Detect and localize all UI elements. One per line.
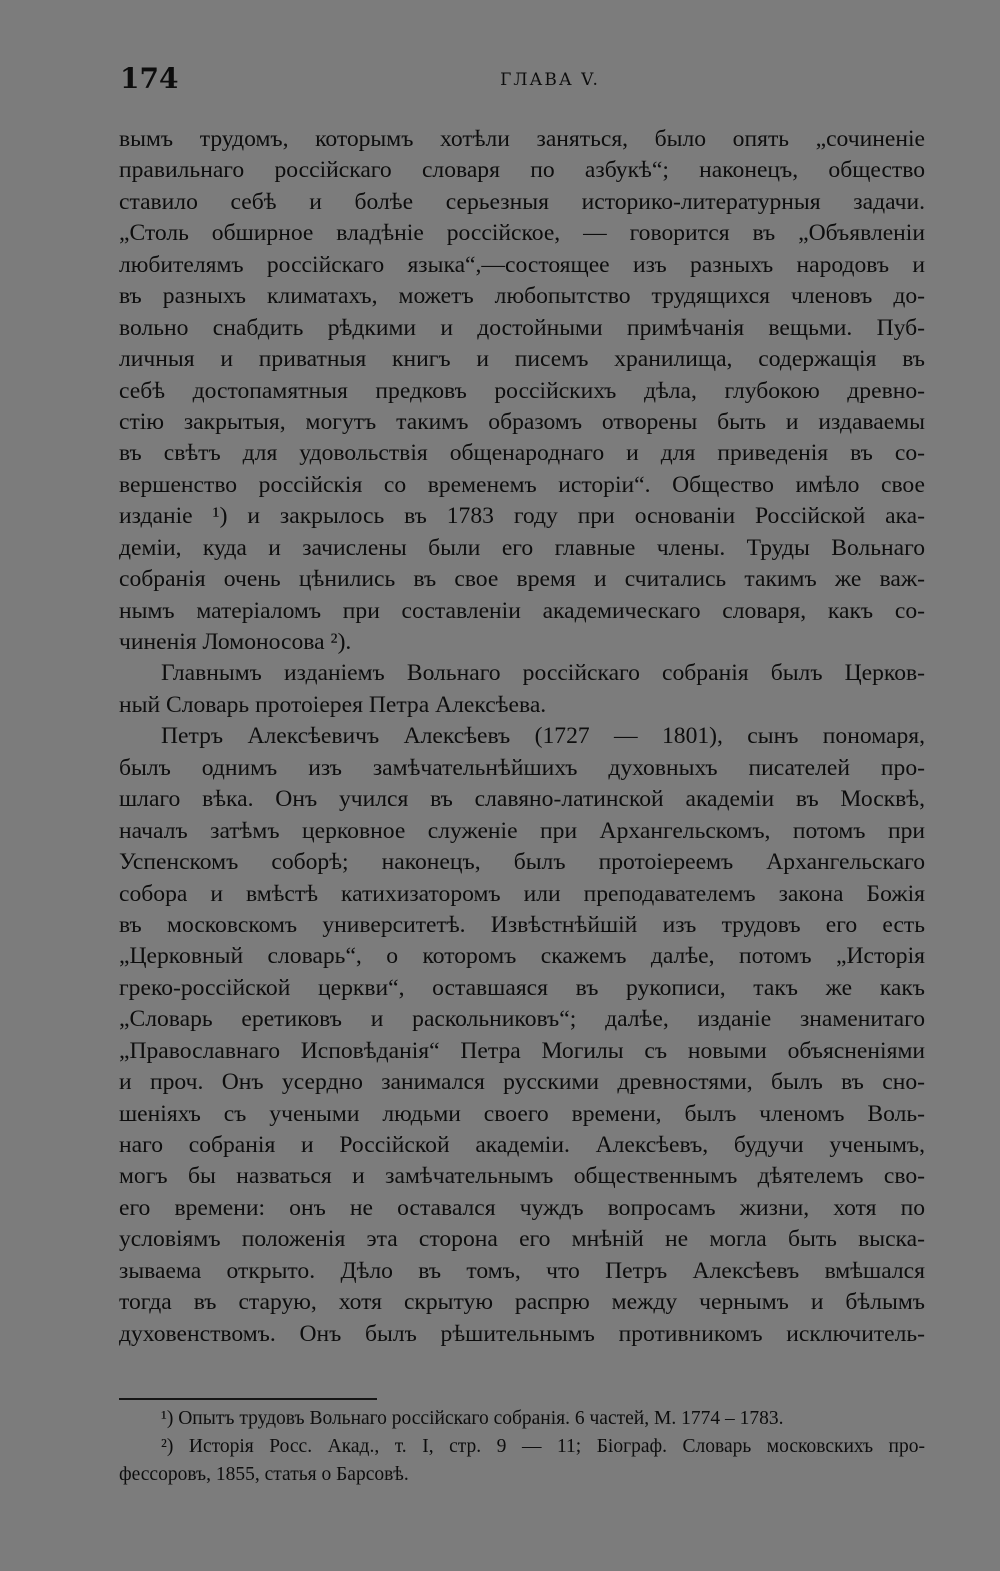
text-line: стію закрытыя, могутъ такимъ образомъ отворены быть и издаваемы: [119, 408, 925, 435]
text-line: чиненія Ломоносова ²).: [119, 629, 352, 655]
text-line: тогда въ старую, хотя скрытую распрю между чернымъ и бѣлымъ: [119, 1289, 925, 1316]
text-line: нымъ матеріаломъ при составленіи академическаго словаря, какъ со-: [119, 597, 925, 624]
text-line: „Православнаго Исповѣданія“ Петра Могилы съ новыми объясненіями: [119, 1037, 925, 1064]
footnote-2: ²) Исторія Росс. Акад., т. I, стр. 9 — 11; Біограф. Словарь московскихъ про-: [161, 1436, 925, 1457]
page-number: 174: [120, 62, 179, 95]
text-line: себѣ достопамятныя предковъ россійскихъ дѣла, глубокою древно-: [119, 377, 925, 404]
text-line: „Столь обширное владѣніе россійское, — говорится въ „Объявленіи: [119, 220, 925, 247]
text-line: началъ затѣмъ церковное служеніе при Архангельскомъ, потомъ при: [119, 817, 925, 844]
text-line: Петръ Алексѣевичъ Алексѣевъ (1727 — 1801), сынъ пономаря,: [161, 723, 925, 750]
text-line: наго собранія и Россійской академіи. Алексѣевъ, будучи ученымъ,: [119, 1132, 925, 1158]
text-line: въ разныхъ климатахъ, можетъ любопытство трудящихся членовъ до-: [119, 283, 925, 310]
text-line: зываема открыто. Дѣло въ томъ, что Петръ Алексѣевъ вмѣшался: [119, 1257, 925, 1284]
text-line: шлаго вѣка. Онъ учился въ славяно-латинской академіи въ Москвѣ,: [119, 786, 925, 813]
footnote-1: ¹) Опытъ трудовъ Вольнаго россійскаго собранія. 6 частей, М. 1774 – 1783.: [161, 1408, 784, 1429]
page-header: [120, 62, 920, 102]
text-line: вольно снабдить рѣдкими и достойными примѣчанія вещьми. Пуб-: [119, 314, 925, 341]
text-line: вымъ трудомъ, которымъ хотѣли заняться, было опять „сочиненіе: [119, 126, 925, 152]
text-line: „Церковный словарь“, о которомъ скажемъ далѣе, потомъ „Исторія: [119, 943, 925, 970]
text-line: его времени: онъ не оставался чуждъ вопросамъ жизни, хотя по: [119, 1194, 925, 1221]
text-line: греко-россійской церкви“, оставшаяся въ рукописи, такъ же какъ: [119, 974, 925, 1001]
text-line: правильнаго россійскаго словаря по азбукѣ“; наконецъ, общество: [119, 157, 925, 184]
running-head: ГЛАВА V.: [500, 70, 600, 90]
text-line: былъ однимъ изъ замѣчательнѣйшихъ духовныхъ писателей про-: [119, 754, 925, 781]
text-line: шеніяхъ съ учеными людьми своего времени, былъ членомъ Воль-: [119, 1100, 925, 1127]
text-line: ный Словарь протоіерея Петра Алексѣева.: [119, 691, 547, 718]
text-line: духовенствомъ. Онъ былъ рѣшительнымъ противникомъ исключитель-: [119, 1320, 925, 1347]
text-line: личныя и приватныя книгъ и писемъ хранилища, содержащія въ: [119, 346, 925, 373]
footnote-divider: [119, 1398, 377, 1400]
text-line: условіямъ положенія эта сторона его мнѣній не могла быть выска-: [119, 1226, 925, 1253]
text-line: собранія очень цѣнились въ свое время и считались такимъ же важ-: [119, 566, 925, 593]
footnotes: [119, 1405, 925, 1489]
text-line: ставило себѣ и болѣе серьезныя историко-литературныя задачи.: [119, 188, 925, 215]
text-line: любителямъ россійскаго языка“,—состоящее изъ разныхъ народовъ и: [119, 251, 925, 278]
text-line: деміи, куда и зачислены были его главные члены. Труды Вольнаго: [119, 534, 925, 561]
footnote-2-continuation: фессоровъ, 1855, статья о Барсовѣ.: [119, 1464, 409, 1485]
text-line: въ московскомъ университетѣ. Извѣстнѣйшій изъ трудовъ его есть: [119, 911, 925, 938]
text-line: и проч. Онъ усердно занимался русскими древностями, былъ въ сно-: [119, 1069, 925, 1096]
text-line: Успенскомъ соборѣ; наконецъ, былъ протоіереемъ Архангельскаго: [119, 849, 925, 876]
text-line: „Словарь еретиковъ и раскольниковъ“; далѣе, изданіе знаменитаго: [119, 1006, 925, 1033]
text-line: въ свѣтъ для удовольствія общенароднаго и для приведенія въ со-: [119, 440, 925, 467]
text-line: собора и вмѣстѣ катихизаторомъ или преподавателемъ закона Божія: [119, 880, 925, 907]
text-line: могъ бы назваться и замѣчательнымъ общественнымъ дѣятелемъ сво-: [119, 1163, 925, 1190]
text-line: вершенство россійскія со временемъ исторіи“. Общество имѣло свое: [119, 471, 925, 498]
main-text: [119, 124, 925, 1350]
text-line: Главнымъ изданіемъ Вольнаго россійскаго собранія былъ Церков-: [161, 660, 925, 687]
text-line: изданіе ¹) и закрылось въ 1783 году при основаніи Россійской ака-: [119, 503, 925, 530]
